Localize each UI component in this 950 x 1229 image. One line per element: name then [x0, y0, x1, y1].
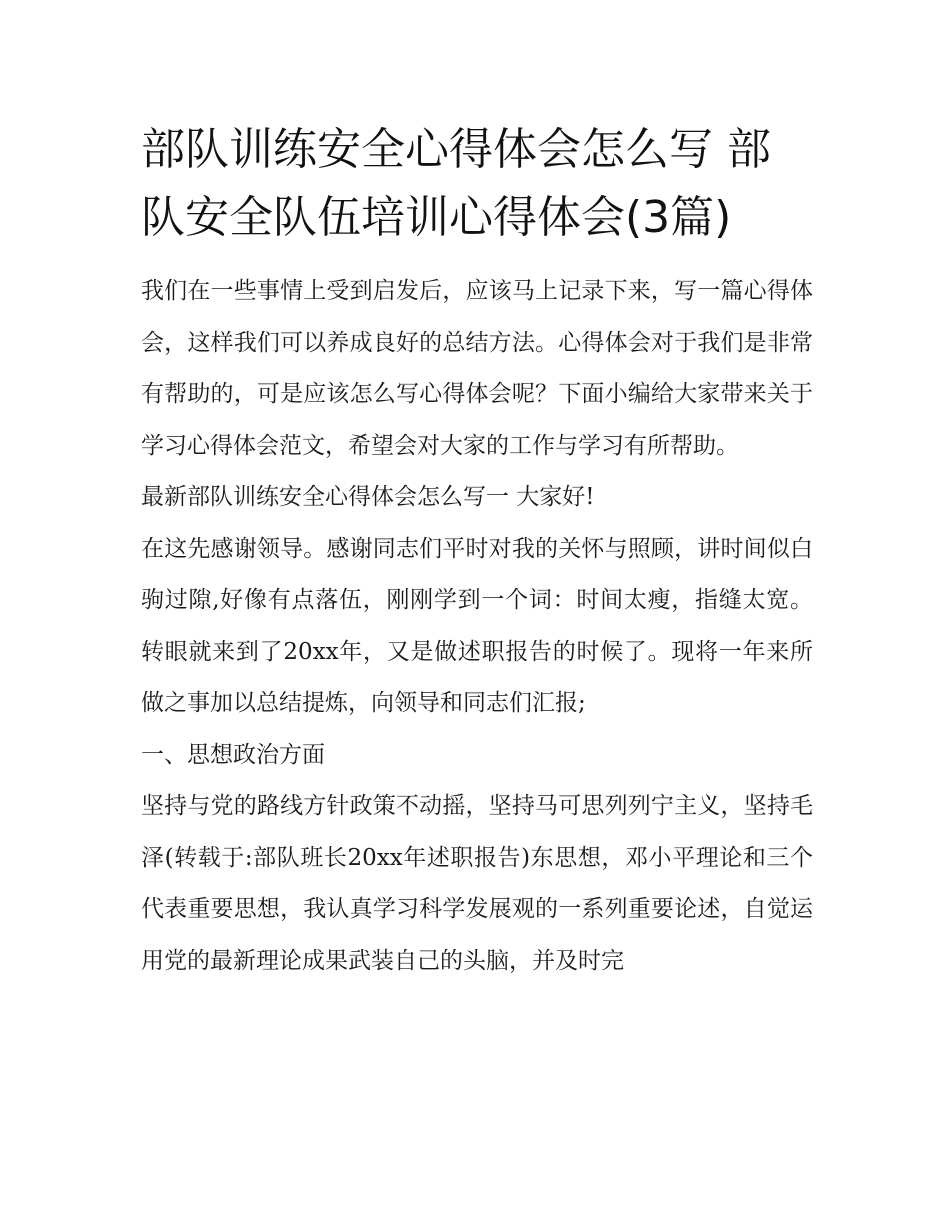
document-body [141, 116, 813, 987]
paragraph-ideology: 坚持与党的路线方针政策不动摇，坚持马可思列列宁主义，坚持毛泽(转载于:部队班长20xx年述职报告)东思想，邓小平理论和三个代表重要思想，我认真学习科学发展观的一系列重要论述，自觉运用党的最新理论成果武装自己的头脑，并及时完 [141, 793, 813, 974]
document-title: 部队训练安全心得体会怎么写 部队安全队伍培训心得体会(3篇) [141, 124, 771, 243]
paragraph-heading-first-article: 最新部队训练安全心得体会怎么写一 大家好! [141, 484, 595, 510]
section-heading-ideology: 一、思想政治方面 [141, 741, 325, 768]
paragraph-thanks: 在这先感谢领导。感谢同志们平时对我的关怀与照顾，讲时间似白驹过隙,好像有点落伍，刚刚学到一个词：时间太瘦，指缝太宽。转眼就来到了20xx年，又是做述职报告的时候了。现将一年来所做之事加以总结提炼，向领导和同志们汇报; [141, 535, 813, 716]
paragraph-intro: 我们在一些事情上受到启发后，应该马上记录下来，写一篇心得体会，这样我们可以养成良好的总结方法。心得体会对于我们是非常有帮助的，可是应该怎么写心得体会呢？下面小编给大家带来关于学习心得体会范文，希望会对大家的工作与学习有所帮助。 [141, 278, 813, 459]
